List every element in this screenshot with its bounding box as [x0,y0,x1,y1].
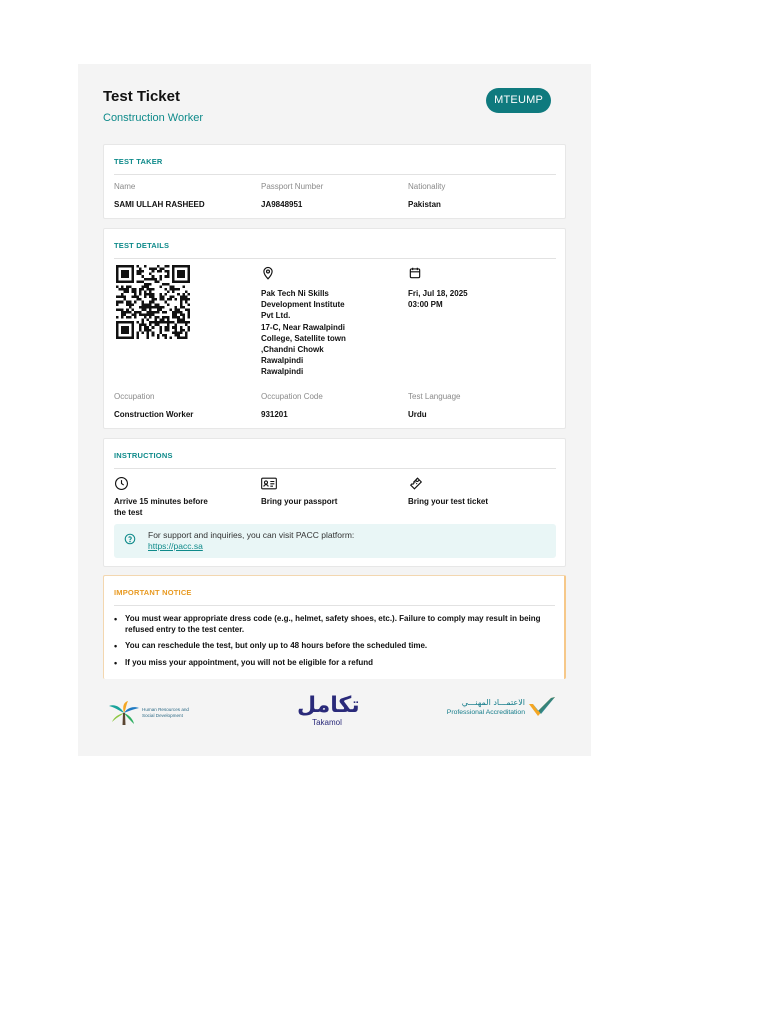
hrsd-line: Human Resources and [142,707,189,712]
address-line: College, Satellite town [261,333,346,343]
takamol-english: Takamol [312,718,342,727]
address-line: Pvt Ltd. [261,311,291,321]
passport-label: Passport Number [261,182,324,191]
notice-item: • You must wear appropriate dress code (e.g., helmet, safety shoes, etc.). Failure to comply may result in being refused entry to the test center. [114,614,550,635]
occupation-value: Construction Worker [114,410,194,419]
id-card-icon [261,477,277,490]
hrsd-emblem-icon [108,700,142,726]
hrsd-logo [108,700,208,726]
ticket-code-badge: MTEUMP [486,88,551,113]
clock-icon [114,476,129,491]
test-taker-heading: TEST TAKER [114,157,163,166]
accreditation-check-icon [527,695,557,719]
calendar-icon [408,266,422,280]
test-date: Fri, Jul 18, 2025 [408,289,468,298]
partner-logos [103,694,566,734]
test-center-address [261,288,346,378]
address-line: Rawalpindi [261,367,304,377]
hrsd-logo-text [142,707,189,718]
accreditation-arabic: الاعتمـــاد المهنـــي [461,698,525,707]
support-message: For support and inquiries, you can visit PACC platform: [148,530,355,540]
test-ticket-sheet [78,64,591,756]
test-details-card [103,228,566,429]
instruction-text: Arrive 15 minutes before [114,497,208,506]
occupation-code-label: Occupation Code [261,392,323,401]
notice-item: • If you miss your appointment, you will not be eligible for a refund [114,658,550,669]
qr-code [114,265,192,339]
instruction-arrive [114,496,208,518]
important-notice-card [103,575,566,679]
instruction-ticket: Bring your test ticket [408,497,489,506]
divider [114,174,556,175]
help-circle-icon [124,533,136,545]
test-taker-card [103,144,566,219]
notice-heading: IMPORTANT NOTICE [114,588,192,597]
test-language-value: Urdu [408,410,427,419]
address-line: Pak Tech Ni Skills [261,289,329,298]
support-text [148,530,354,552]
instruction-passport: Bring your passport [261,497,338,506]
instructions-heading: INSTRUCTIONS [114,451,173,460]
occupation-label: Occupation [114,392,155,401]
accreditation-english: Professional Accreditation [446,709,525,716]
address-line: Development Institute [261,300,345,310]
ticket-title: Test Ticket [103,88,180,105]
test-date-time [408,288,468,310]
support-banner [114,524,556,558]
occupation-code-value: 931201 [261,410,288,419]
notice-list [114,614,550,674]
location-pin-icon [261,266,275,280]
name-value: SAMI ULLAH RASHEED [114,200,205,209]
notice-item: • You can reschedule the test, but only up to 48 hours before the scheduled time. [114,641,550,652]
address-line: ,Chandni Chowk [261,345,324,355]
ticket-header [103,88,566,132]
test-language-label: Test Language [408,392,461,401]
divider [114,468,556,469]
takamol-arabic: تكامل [297,693,360,718]
professional-accreditation-logo [429,698,559,726]
hrsd-line: Social Development [142,712,183,718]
test-time: 03:00 PM [408,300,443,310]
takamol-logo [297,693,360,732]
address-line: 17-C, Near Rawalpindi [261,322,346,332]
test-details-heading: TEST DETAILS [114,241,170,250]
divider [114,605,555,606]
address-line: Rawalpindi [261,356,304,366]
name-label: Name [114,182,136,191]
ticket-icon [408,476,424,491]
instruction-text: the test [114,508,143,518]
nationality-label: Nationality [408,182,446,191]
nationality-value: Pakistan [408,200,441,209]
ticket-subtitle: Construction Worker [103,112,204,124]
instructions-card [103,438,566,567]
divider [114,258,556,259]
passport-value: JA9848951 [261,200,303,209]
pacc-link[interactable]: https://pacc.sa [148,541,203,551]
